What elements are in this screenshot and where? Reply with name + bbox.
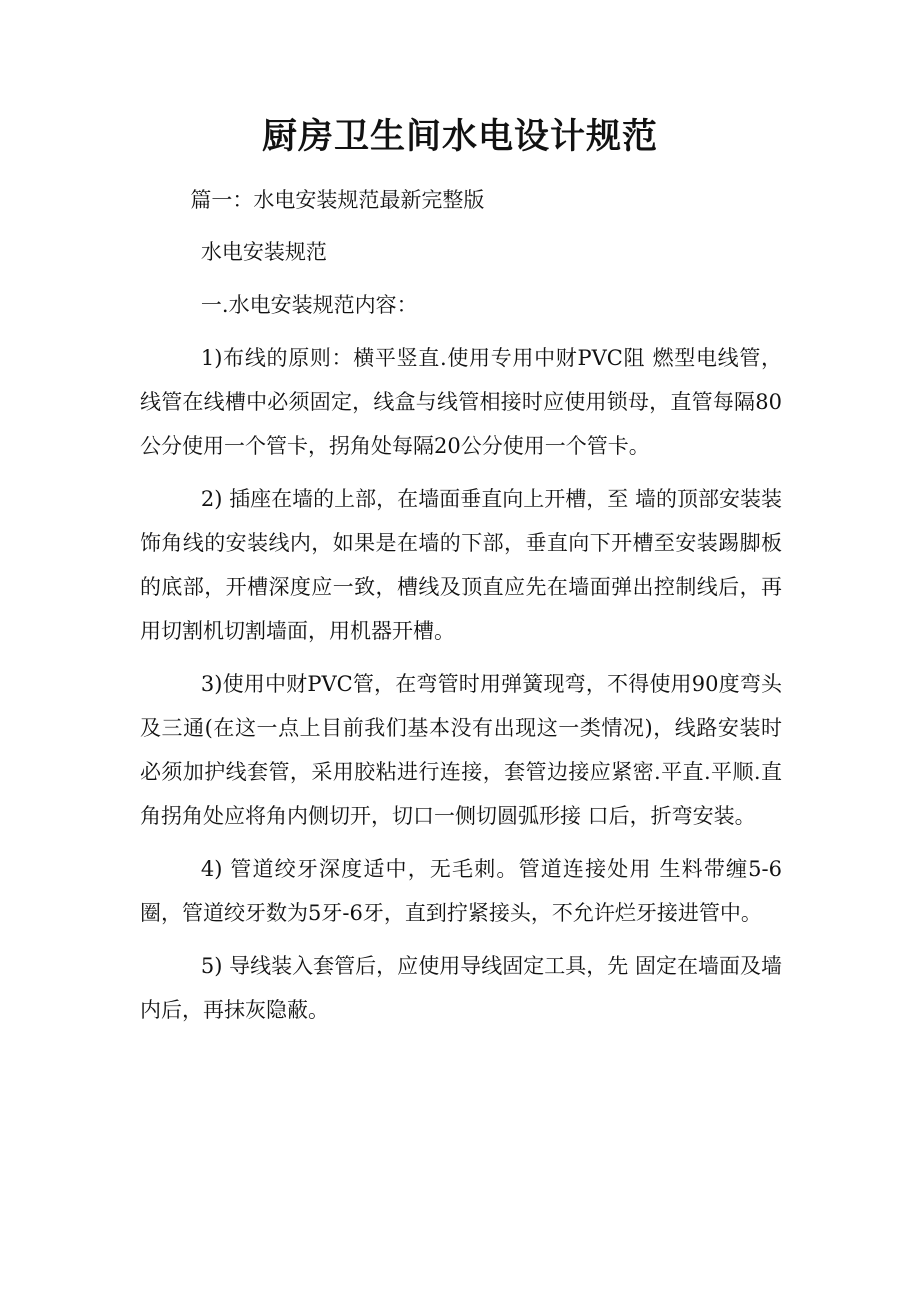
subtitle: 水电安装规范 [200, 240, 327, 264]
part-heading: 篇一：水电安装规范最新完整版 [190, 188, 485, 212]
paragraph-3: 3)使用中财PVC管，在弯管时用弹簧现弯，不得使用90度弯头及三通(在这一点上目前我们基本没有出现这一类情况)，线路安装时必须加护线套管，采用胶粘进行连接，套管边接应紧密.平直.平顺.直角拐角处应将角内侧切开，切口一侧切圆弧形接 口后，折弯安装。 [140, 672, 782, 828]
document-body [140, 178, 782, 1041]
paragraph-4: 4) 管道绞牙深度适中，无毛刺。管道连接处用 生料带缠5-6圈，管道绞牙数为5牙-6牙，直到拧紧接头，不允许烂牙接进管中。 [140, 857, 782, 925]
document-title: 厨房卫生间水电设计规范 [261, 116, 658, 157]
paragraph-2: 2) 插座在墙的上部，在墙面垂直向上开槽，至 墙的顶部安装装饰角线的安装线内，如果是在墙的下部，垂直向下开槽至安装踢脚板的底部，开槽深度应一致，槽线及顶直应先在墙面弹出控制线后，再用切割机切割墙面，用机器开槽。 [140, 487, 782, 643]
section-heading: 一.水电安装规范内容： [200, 293, 418, 317]
paragraph-5: 5) 导线装入套管后，应使用导线固定工具，先 固定在墙面及墙内后，再抹灰隐蔽。 [140, 954, 782, 1022]
paragraph-1: 1)布线的原则：横平竖直.使用专用中财PVC阻 燃型电线管，线管在线槽中必须固定，线盒与线管相接时应使用锁母，直管每隔80公分使用一个管卡，拐角处每隔20公分使用一个管卡。 [140, 346, 782, 458]
